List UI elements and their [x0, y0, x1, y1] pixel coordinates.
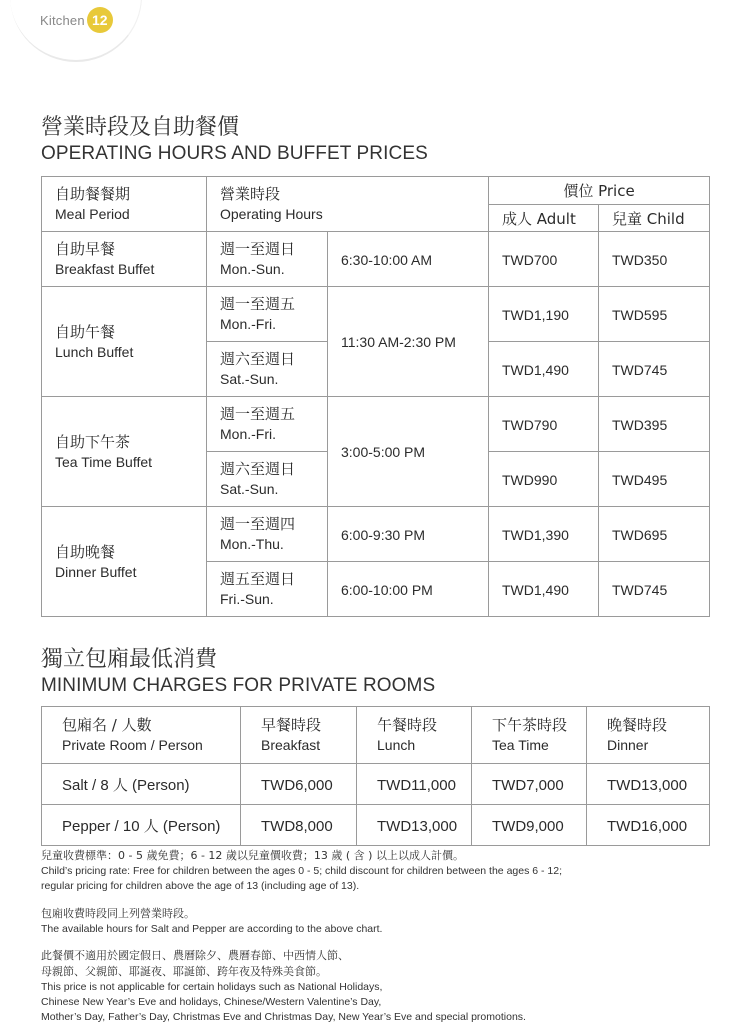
days-zh: 週一至週五: [220, 295, 296, 313]
time-cell: [328, 507, 489, 562]
buffet-row-tea-weekday: [42, 397, 710, 452]
room-row-pepper: [42, 805, 710, 846]
child-price-cell: [599, 452, 710, 507]
private-rooms-table: [41, 706, 710, 846]
meal-cell-lunch: [42, 287, 207, 397]
note-zh: 兒童收費標準：0 - 5 歲免費；6 - 12 歲以兒童價收費；13 歲 ( 含 ) 以上以成人計價。: [41, 849, 464, 862]
buffet-header-row: [42, 177, 710, 205]
buffet-row-breakfast: [42, 232, 710, 287]
days-cell: [207, 507, 328, 562]
child-price-cell: [599, 287, 710, 342]
adult-price: TWD1,190: [502, 306, 569, 323]
note-zh: 包廂收費時段同上列營業時段。: [41, 907, 195, 920]
adult-price: TWD1,390: [502, 526, 569, 543]
breakfast-cell: [241, 764, 357, 805]
days-zh: 週六至週日: [220, 350, 296, 368]
buffet-price-table: [41, 176, 710, 617]
breakfast-charge: TWD6,000: [261, 776, 333, 794]
meal-en: Dinner Buffet: [55, 563, 137, 580]
tea-cell: [472, 764, 587, 805]
adult-price-cell: [489, 562, 599, 617]
header-zh: 包廂名 / 人數: [62, 716, 152, 734]
meal-en: Breakfast Buffet: [55, 261, 155, 277]
days-en: Mon.-Fri.: [220, 426, 276, 442]
header-en: Dinner: [607, 737, 649, 753]
note-zh: 母親節、父親節、耶誕夜、耶誕節、跨年夜及特殊美食節。: [41, 965, 327, 978]
header-breakfast: [241, 707, 357, 764]
kitchen12-logo: [40, 6, 113, 34]
meal-en: Tea Time Buffet: [55, 453, 153, 470]
child-pricing-note: [41, 848, 701, 894]
header-meal-zh: 自助餐餐期: [55, 185, 131, 203]
breakfast-cell: [241, 805, 357, 846]
child-price: TWD595: [612, 306, 668, 323]
time-cell: [328, 287, 489, 397]
logo-badge: 12: [87, 7, 113, 33]
dinner-charge: TWD16,000: [607, 817, 688, 835]
header-child-label: 兒童 Child: [612, 209, 685, 228]
child-price: TWD350: [612, 251, 668, 268]
header-en: Breakfast: [261, 737, 321, 753]
lunch-cell: [357, 764, 472, 805]
rooms-title-en: MINIMUM CHARGES FOR PRIVATE ROOMS: [41, 675, 436, 696]
days-en: Mon.-Sun.: [220, 261, 285, 277]
room-name-cell: [42, 764, 241, 805]
room-name: Salt / 8 人 (Person): [62, 776, 190, 794]
meal-en: Lunch Buffet: [55, 343, 134, 360]
header-room: [42, 707, 241, 764]
adult-price-cell: [489, 507, 599, 562]
days-zh: 週一至週五: [220, 405, 296, 423]
header-lunch: [357, 707, 472, 764]
adult-price-cell: [489, 342, 599, 397]
header-dinner: [587, 707, 710, 764]
note-en: regular pricing for children above the age of 13 (including age of 13).: [41, 880, 360, 892]
meal-zh: 自助下午茶: [55, 432, 131, 451]
header-operating-hours: [207, 177, 489, 232]
meal-zh: 自助早餐: [55, 240, 116, 258]
note-en: Chinese New Year’s Eve and holidays, Chinese/Western Valentine’s Day,: [41, 996, 382, 1008]
header-meal-period: [42, 177, 207, 232]
days-cell: [207, 562, 328, 617]
rooms-header-row: [42, 707, 710, 764]
time-value: 6:30-10:00 AM: [341, 251, 433, 268]
note-en: Mother’s Day, Father’s Day, Christmas Eve and Christmas Day, New Year’s Eve and special promotions.: [41, 1011, 526, 1023]
tea-charge: TWD7,000: [492, 776, 564, 794]
meal-cell-dinner: [42, 507, 207, 617]
days-cell: [207, 342, 328, 397]
time-value: 6:00-10:00 PM: [341, 581, 433, 598]
breakfast-charge: TWD8,000: [261, 817, 333, 835]
room-row-salt: [42, 764, 710, 805]
room-name: Pepper / 10 人 (Person): [62, 817, 221, 835]
adult-price-cell: [489, 287, 599, 342]
child-price: TWD695: [612, 526, 668, 543]
header-en: Tea Time: [492, 737, 549, 753]
buffet-row-lunch-weekday: [42, 287, 710, 342]
logo-text: Kitchen: [40, 12, 85, 28]
header-adult-label: 成人 Adult: [502, 209, 576, 228]
meal-zh: 自助午餐: [55, 322, 116, 341]
days-zh: 週一至週四: [220, 515, 296, 533]
header-price: [489, 177, 710, 205]
buffet-title-en: OPERATING HOURS AND BUFFET PRICES: [41, 143, 428, 164]
days-cell: [207, 397, 328, 452]
tea-cell: [472, 805, 587, 846]
adult-price-cell: [489, 232, 599, 287]
days-en: Mon.-Fri.: [220, 316, 276, 332]
lunch-charge: TWD13,000: [377, 817, 458, 835]
days-en: Sat.-Sun.: [220, 481, 279, 497]
days-en: Sat.-Sun.: [220, 371, 279, 387]
dinner-cell: [587, 764, 710, 805]
adult-price: TWD1,490: [502, 581, 569, 598]
time-value: 11:30 AM-2:30 PM: [341, 334, 456, 350]
dinner-cell: [587, 805, 710, 846]
header-child: [599, 205, 710, 232]
holiday-note: [41, 948, 701, 1025]
header-tea-time: [472, 707, 587, 764]
child-price-cell: [599, 232, 710, 287]
meal-cell-tea: [42, 397, 207, 507]
rooms-title-zh: 獨立包廂最低消費: [41, 647, 218, 672]
adult-price-cell: [489, 452, 599, 507]
lunch-cell: [357, 805, 472, 846]
note-zh: 此餐價不適用於國定假日、農曆除夕、農曆春節、中西情人節、: [41, 949, 349, 962]
adult-price: TWD700: [502, 251, 558, 268]
note-en: Child’s pricing rate: Free for children between the ages 0 - 5; child discount for children between the ages 6 - 12;: [41, 865, 563, 877]
adult-price-cell: [489, 397, 599, 452]
dinner-charge: TWD13,000: [607, 776, 688, 794]
lunch-charge: TWD11,000: [377, 776, 456, 794]
buffet-row-dinner-weekday: [42, 507, 710, 562]
days-cell: [207, 287, 328, 342]
child-price-cell: [599, 507, 710, 562]
days-en: Mon.-Thu.: [220, 536, 284, 552]
days-en: Fri.-Sun.: [220, 591, 274, 607]
meal-zh: 自助晚餐: [55, 542, 116, 561]
time-value: 6:00-9:30 PM: [341, 526, 426, 543]
room-name-cell: [42, 805, 241, 846]
days-zh: 週一至週日: [220, 240, 296, 258]
note-en: The available hours for Salt and Pepper are according to the above chart.: [41, 923, 383, 935]
header-en: Lunch: [377, 737, 416, 753]
header-hours-en: Operating Hours: [220, 206, 323, 222]
time-cell: [328, 562, 489, 617]
note-en: This price is not applicable for certain holidays such as National Holidays,: [41, 981, 383, 993]
header-zh: 晚餐時段: [607, 716, 668, 734]
child-price-cell: [599, 562, 710, 617]
child-price: TWD395: [612, 416, 668, 433]
adult-price: TWD1,490: [502, 361, 569, 378]
header-zh: 午餐時段: [377, 716, 438, 734]
time-cell: [328, 397, 489, 507]
days-zh: 週六至週日: [220, 460, 296, 478]
child-price: TWD495: [612, 471, 668, 488]
days-zh: 週五至週日: [220, 570, 296, 588]
adult-price: TWD990: [502, 471, 558, 488]
time-value: 3:00-5:00 PM: [341, 444, 426, 460]
room-hours-note: [41, 906, 701, 937]
buffet-title-zh: 營業時段及自助餐價: [41, 115, 240, 140]
header-adult: [489, 205, 599, 232]
child-price: TWD745: [612, 361, 668, 378]
meal-cell-breakfast: [42, 232, 207, 287]
time-cell: [328, 232, 489, 287]
header-price-label: 價位 Price: [563, 182, 635, 200]
header-zh: 下午茶時段: [492, 716, 568, 734]
buffet-section-title: [41, 114, 428, 166]
header-zh: 早餐時段: [261, 716, 322, 734]
days-cell: [207, 452, 328, 507]
tea-charge: TWD9,000: [492, 817, 564, 835]
header-en: Private Room / Person: [62, 737, 203, 753]
adult-price: TWD790: [502, 416, 558, 433]
child-price-cell: [599, 397, 710, 452]
header-hours-zh: 營業時段: [220, 185, 281, 203]
rooms-section-title: [41, 646, 435, 698]
header-meal-en: Meal Period: [55, 206, 130, 222]
child-price: TWD745: [612, 581, 668, 598]
child-price-cell: [599, 342, 710, 397]
days-cell: [207, 232, 328, 287]
